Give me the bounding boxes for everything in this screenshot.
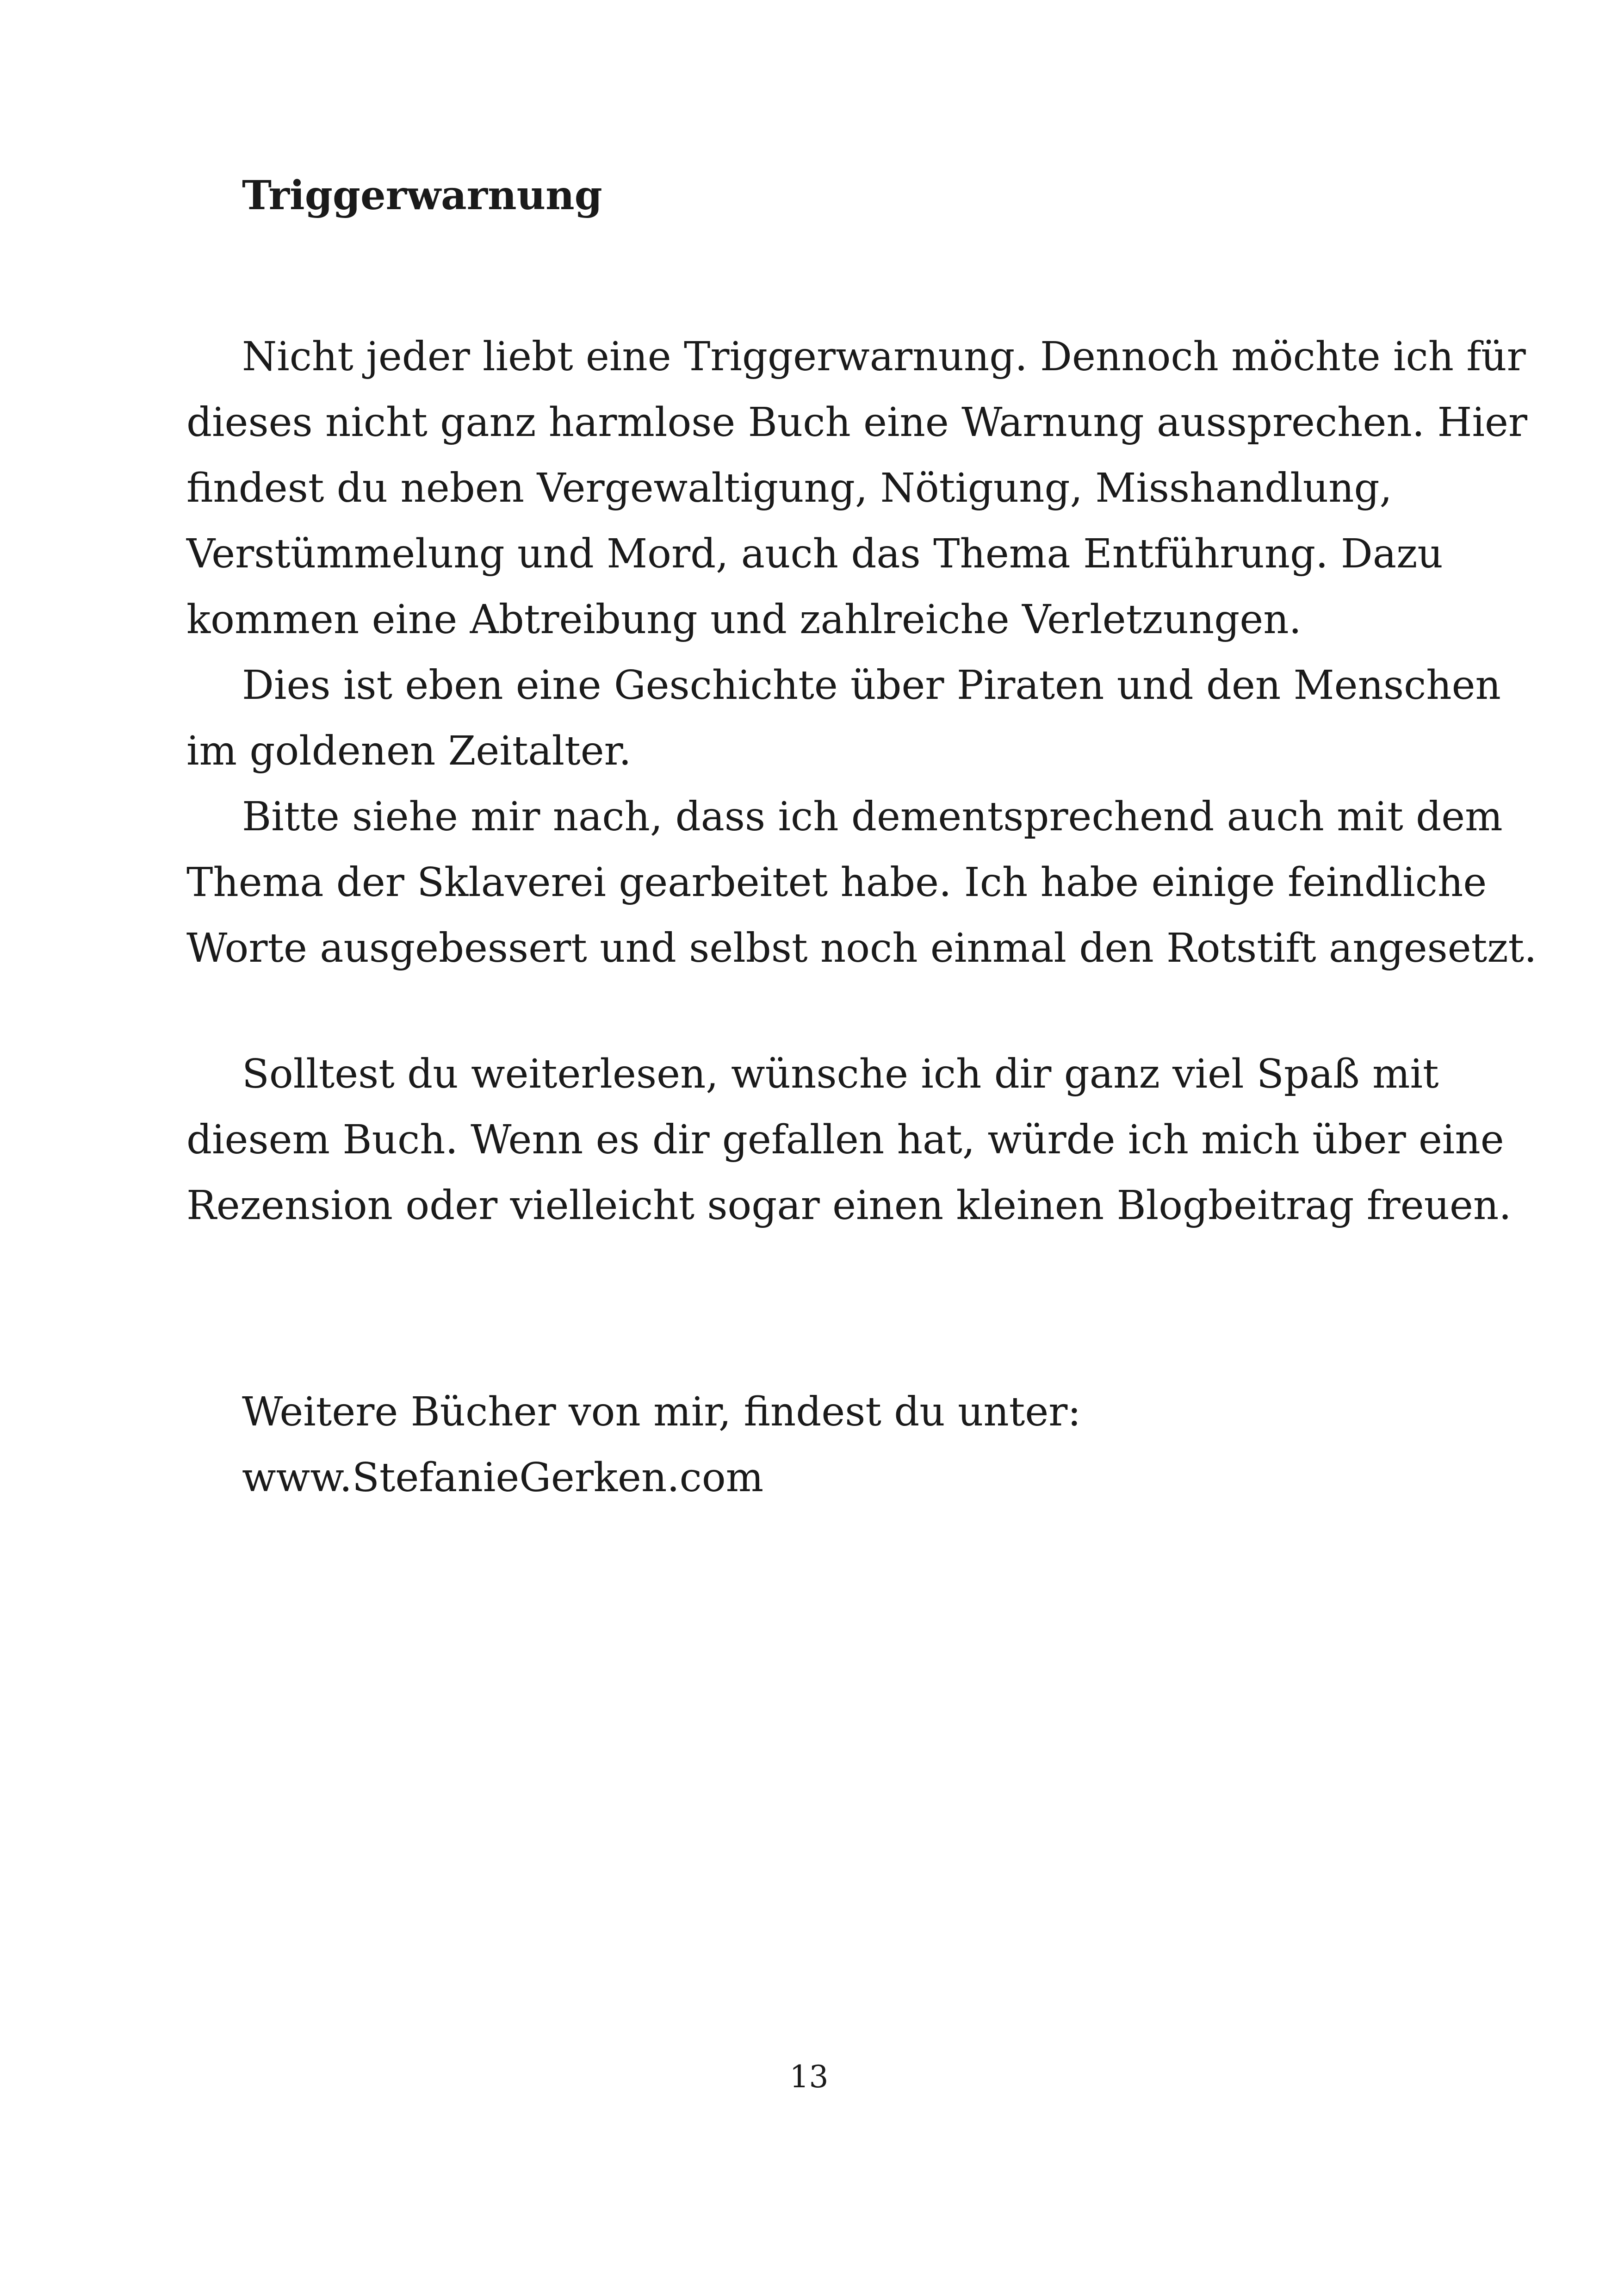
text-line: kommen eine Abtreibung und zahlreiche Verletzungen.	[186, 597, 1302, 643]
closing-wish-text	[186, 1041, 1512, 1238]
text-line: Rezension oder vielleicht sogar einen kleinen Blogbeitrag freuen.	[186, 1182, 1512, 1229]
text-line: Dies ist eben eine Geschichte über Piraten und den Menschen	[242, 662, 1501, 709]
page-number: 13	[789, 2059, 829, 2095]
more-books-label: Weitere Bücher von mir, findest du unter:	[242, 1389, 1081, 1435]
text-line: dieses nicht ganz harmlose Buch eine Warnung aussprechen. Hier	[186, 399, 1527, 446]
page-title: Triggerwarnung	[242, 172, 602, 219]
text-line: Thema der Sklaverei gearbeitet habe. Ich habe einige feindliche	[186, 859, 1487, 906]
trigger-warning-text	[186, 324, 1537, 981]
text-line: Nicht jeder liebt eine Triggerwarnung. Dennoch möchte ich für	[242, 334, 1526, 380]
more-books-section	[186, 1379, 1459, 1511]
text-line: Worte ausgebessert und selbst noch einmal den Rotstift angesetzt.	[186, 925, 1537, 971]
website-link[interactable]: www.StefanieGerken.com	[242, 1455, 764, 1501]
text-line: Solltest du weiterlesen, wünsche ich dir ganz viel Spaß mit	[242, 1051, 1439, 1097]
text-line: Bitte siehe mir nach, dass ich dementsprechend auch mit dem	[242, 794, 1503, 840]
text-line: diesem Buch. Wenn es dir gefallen hat, würde ich mich über eine	[186, 1117, 1504, 1163]
text-line: findest du neben Vergewaltigung, Nötigung, Misshandlung,	[186, 465, 1392, 511]
text-line: im goldenen Zeitalter.	[186, 728, 632, 774]
text-line: Verstümmelung und Mord, auch das Thema Entführung. Dazu	[186, 531, 1443, 577]
